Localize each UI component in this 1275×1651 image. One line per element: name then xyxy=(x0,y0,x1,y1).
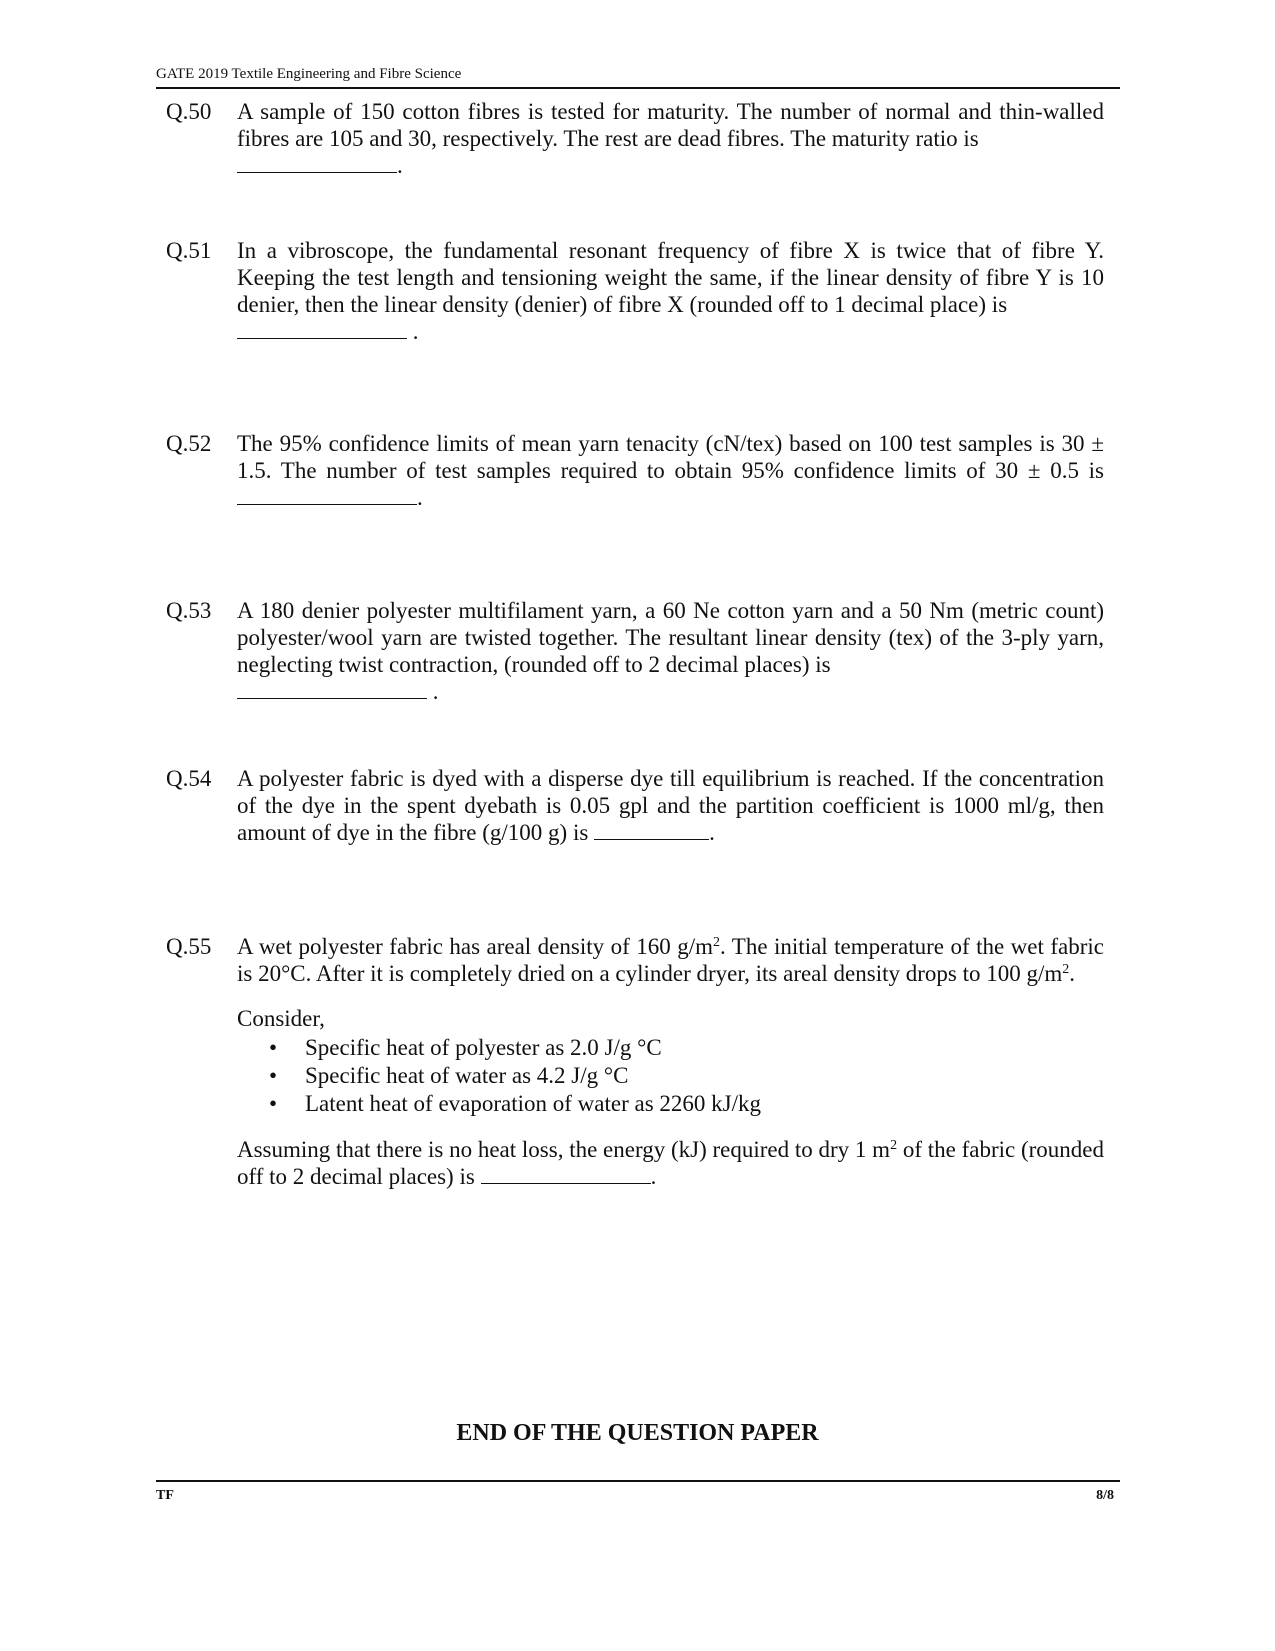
question-number: Q.50 xyxy=(166,99,212,124)
question-number: Q.54 xyxy=(166,766,212,791)
answer-blank xyxy=(237,680,427,699)
question-54 xyxy=(166,765,1104,846)
list-item: • Specific heat of water as 4.2 J/g °C xyxy=(305,1062,1104,1090)
question-number: Q.53 xyxy=(166,598,212,623)
question-52 xyxy=(166,430,1104,511)
question-text: A wet polyester fabric has areal density of 160 $g/m^2$. The initial temperature of the wet fabric is 20°C. After it is completely dried on a cylinder dryer, its areal density drops to 100 $g/m^2$. xyxy=(237,934,1104,986)
question-prompt: Assuming that there is no heat loss, the energy (kJ) required to dry 1 $m^2$ of the fabric (rounded off to 2 decimal places) is . xyxy=(237,1137,1104,1189)
exam-title: GATE 2019 Textile Engineering and Fibre Science xyxy=(156,66,462,82)
question-number: Q.55 xyxy=(166,934,212,959)
answer-blank xyxy=(237,320,407,339)
question-number: Q.51 xyxy=(166,238,212,263)
question-text: A polyester fabric is dyed with a disperse dye till equilibrium is reached. If the concentration of the dye in the spent dyebath is 0.05 gpl and the partition coefficient is 1000 ml/g, then amount of dye in the fibre (g/100 g) is . xyxy=(237,766,1104,845)
question-text: A 180 denier polyester multifilament yarn, a 60 Ne cotton yarn and a 50 Nm (metric count) polyester/wool yarn are twisted together. The resultant linear density (tex) of the 3-ply yarn, neglecting twist contraction, (rounded off to 2 decimal places) is . xyxy=(237,598,1104,704)
page-number: 8/8 xyxy=(1096,1488,1114,1503)
list-item: • Specific heat of polyester as 2.0 J/g °C xyxy=(305,1034,1104,1062)
question-50 xyxy=(166,98,1104,179)
question-55 xyxy=(166,933,1104,1190)
consider-label: Consider, xyxy=(237,1006,325,1031)
question-text: In a vibroscope, the fundamental resonant frequency of fibre X is twice that of fibre Y. Keeping the test length and tensioning weight the same, if the linear density of fibre Y is 10 denier, then the linear density (denier) of fibre X (rounded off to 1 decimal place) is . xyxy=(237,238,1104,344)
answer-blank xyxy=(481,1165,651,1184)
list-item: • Latent heat of evaporation of water as 2260 kJ/kg xyxy=(305,1090,1104,1118)
question-53 xyxy=(166,597,1104,705)
answer-blank xyxy=(237,154,397,173)
given-data-list xyxy=(237,1034,1104,1118)
end-of-paper-title: END OF THE QUESTION PAPER xyxy=(456,1420,819,1446)
answer-blank xyxy=(237,486,417,505)
question-text: A sample of 150 cotton fibres is tested for maturity. The number of normal and thin-walled fibres are 105 and 30, respectively. The rest are dead fibres. The maturity ratio is . xyxy=(237,99,1104,178)
answer-blank xyxy=(594,821,709,840)
paper-code: TF xyxy=(156,1488,174,1503)
page-header xyxy=(156,66,1120,89)
question-text: The 95% confidence limits of mean yarn tenacity (cN/tex) based on 100 test samples is 30 ± 1.5. The number of test samples required to obtain 95% confidence limits of 30 ± 0.5 is . xyxy=(237,431,1104,510)
question-number: Q.52 xyxy=(166,431,212,456)
question-51 xyxy=(166,237,1104,345)
page-footer xyxy=(156,1480,1120,1504)
